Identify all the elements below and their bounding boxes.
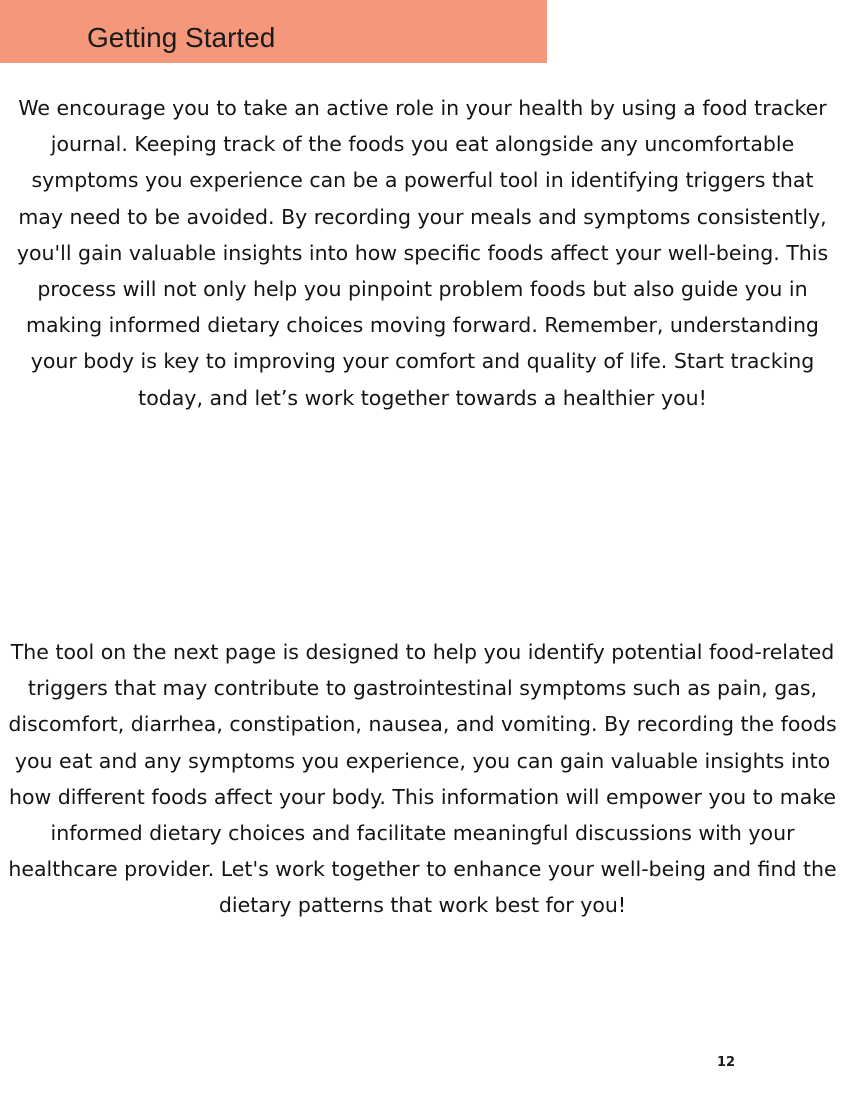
section-header-bar	[0, 0, 547, 63]
intro-paragraph: We encourage you to take an active role in your health by using a food tracker journal. Keeping track of the foods you eat alongside any uncomfortable symptoms you experience can be a powerful tool in identifying triggers that may need to be avoided. By recording your meals and symptoms consistently, you'll gain valuable insights into how specific foods affect your well-being. This process will not only help you pinpoint problem foods but also guide you in making informed dietary choices moving forward. Remember, understanding your body is key to improving your comfort and quality of life. Start tracking today, and let’s work together towards a healthier you!	[16, 96, 829, 410]
page-number: 12	[716, 1055, 736, 1070]
tool-description-paragraph: The tool on the next page is designed to help you identify potential food-related triggers that may contribute to gastrointestinal symptoms such as pain, gas, discomfort, diarrhea, constipation, nausea, and vomiting. By recording the foods you eat and any symptoms you experience, you can gain valuable insights into how different foods affect your body. This information will empower you to make informed dietary choices and facilitate meaningful discussions with your healthcare provider. Let's work together to enhance your well-being and find the dietary patterns that work best for you!	[8, 640, 837, 918]
section-title: Getting Started	[87, 22, 276, 53]
